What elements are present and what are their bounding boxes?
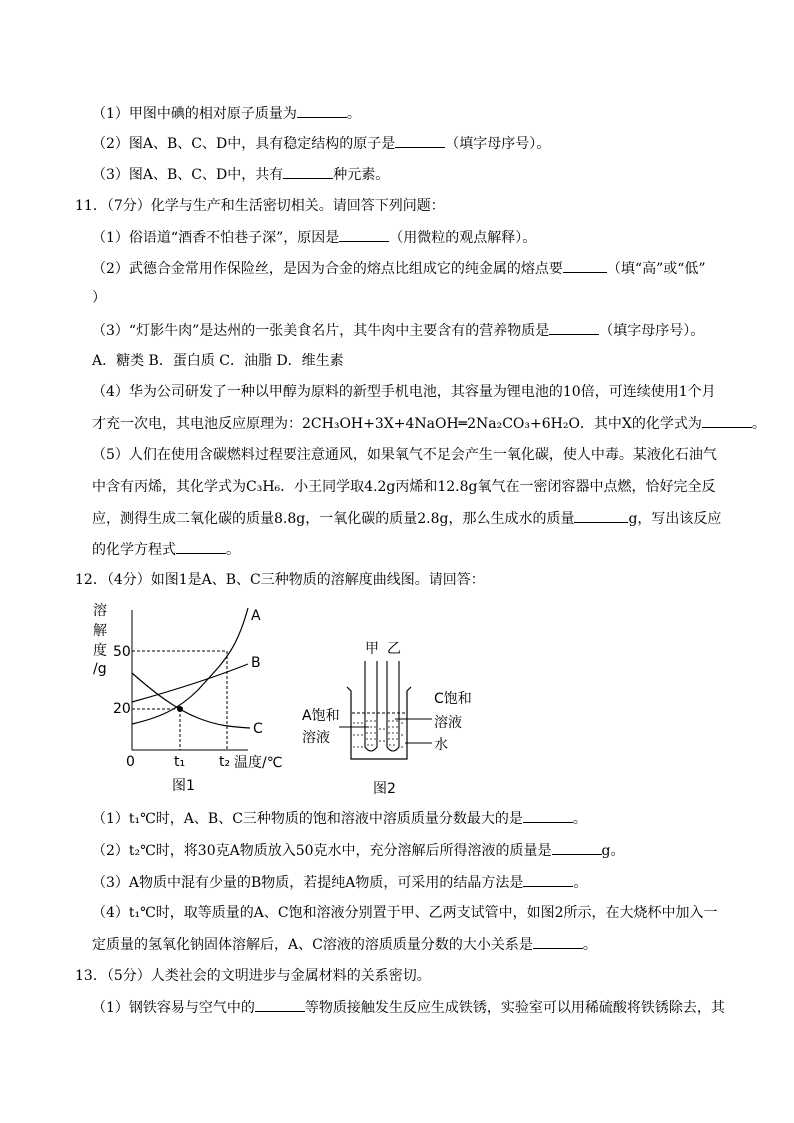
curve-a — [132, 608, 248, 724]
x-axis-label: 温度/℃ — [234, 755, 283, 771]
answer-blank — [574, 508, 628, 523]
answer-blank — [702, 413, 752, 428]
answer-blank — [283, 164, 333, 179]
curve-label-a: A — [251, 608, 261, 624]
ylabel-char-4: /g — [93, 661, 107, 677]
test-tube-jia — [365, 661, 377, 751]
left-label-1: A饱和 — [302, 708, 340, 724]
test-tube-yi — [387, 661, 399, 751]
solution-hatching — [353, 721, 405, 747]
q12-part4-line1: （4）t₁℃时，取等质量的A、C饱和溶液分别置于甲、乙两支试管中，如图2所示，在大烧杯中加入一 — [92, 905, 718, 921]
solubility-chart — [88, 600, 298, 800]
y-tick-20: 20 — [113, 701, 131, 717]
q11-part5-line1: （5）人们在使用含碳燃料过程要注意通风，如果氧气不足会产生一氧化碳，使人中毒。某液化石油气 — [92, 447, 717, 463]
tube-label-jia: 甲 — [365, 641, 379, 657]
tube-label-yi: 乙 — [387, 641, 401, 657]
q12-part4-line2: 定质量的氢氧化钠固体溶解后，A、C溶液的溶质质量分数的大小关系是 。 — [92, 934, 597, 955]
answer-blank — [339, 227, 389, 242]
curve-b — [132, 664, 248, 702]
q11-part2-cont: ） — [92, 290, 106, 306]
q11-part4-line1: （4）华为公司研发了一种以甲醇为原料的新型手机电池，其容量为锂电池的10倍，可连续使用1个月 — [92, 384, 716, 400]
ylabel-char-3: 度 — [93, 643, 107, 659]
q11-part4-line2: 才充一次电，其电池反应原理为：2CH₃OH+3X+4NaOH═2Na₂CO₃+6H₂O．其中X的化学式为 。 — [92, 413, 766, 434]
q11-heading: 11．（7分）化学与生产和生活密切相关。请回答下列问题： — [75, 198, 445, 214]
x-tick-t1: t₁ — [174, 754, 186, 770]
answer-blank — [549, 320, 599, 335]
answer-blank — [552, 840, 602, 855]
ylabel-char-1: 溶 — [93, 603, 107, 619]
q11-part3: （3）“灯影牛肉”是达州的一张美食名片，其牛肉中主要含有的营养物质是 （填字母序号）。 — [92, 320, 704, 341]
q13-heading: 13．（5分）人类社会的文明进步与金属材料的关系密切。 — [75, 968, 431, 984]
x-origin-label: 0 — [126, 754, 135, 770]
q11-part5-line3: 应，测得生成二氧化碳的质量8.8g，一氧化碳的质量2.8g，那么生成水的质量 g，写出该反应 — [92, 508, 721, 529]
fig2-caption: 图2 — [373, 781, 396, 797]
q12-heading: 12．（4分）如图1是A、B、C三种物质的溶解度曲线图。请回答： — [75, 572, 485, 588]
right-label-1: C饱和 — [434, 691, 472, 707]
right-label-2: 溶液 — [434, 715, 462, 731]
q11-part5-line4: 的化学方程式 。 — [92, 539, 240, 560]
x-tick-t2: t₂ — [219, 754, 231, 770]
q12-part2: （2）t₂℃时，将30克A物质放入50克水中，充分溶解后所得溶液的质量是 g。 — [92, 840, 625, 861]
q10-part2: （2）图A、B、C、D中，具有稳定结构的原子是 （填字母序号）。 — [92, 133, 550, 154]
y-tick-50: 50 — [113, 644, 131, 660]
answer-blank — [523, 808, 573, 823]
q10-part1: （1）甲图中碘的相对原子质量为 。 — [92, 103, 361, 124]
answer-blank — [297, 103, 347, 118]
q13-part1: （1）钢铁容易与空气中的 等物质接触发生反应生成铁锈，实验室可以用稀硫酸将铁锈除去，其 — [92, 997, 725, 1018]
beaker-figure — [295, 635, 495, 800]
answer-blank — [395, 133, 445, 148]
q11-part2: （2）武德合金常用作保险丝，是因为合金的熔点比组成它的纯金属的熔点要 （填“高”或“低” — [92, 258, 706, 279]
q12-part3: （3）A物质中混有少量的B物质，若提纯A物质，可采用的结晶方法是 。 — [92, 872, 587, 893]
q11-part1: （1）俗语道“酒香不怕巷子深”，原因是 （用微粒的观点解释）。 — [92, 227, 536, 248]
curve-label-c: C — [253, 721, 263, 737]
answer-blank — [255, 997, 305, 1012]
q11-part3-options: A．糖类 B．蛋白质 C．油脂 D．维生素 — [92, 353, 344, 369]
q12-part1: （1）t₁℃时，A、B、C三种物质的饱和溶液中溶质质量分数最大的是 。 — [92, 808, 587, 829]
water-label: 水 — [434, 737, 448, 753]
answer-blank — [176, 539, 226, 554]
curve-label-b: B — [251, 655, 261, 671]
answer-blank — [563, 258, 607, 273]
left-label-2: 溶液 — [302, 730, 330, 746]
answer-blank — [523, 872, 573, 887]
answer-blank — [533, 934, 583, 949]
q11-part5-line2: 中含有丙烯，其化学式为C₃H₆．小王同学取4.2g丙烯和12.8g氧气在一密闭容器中点燃，恰好完全反 — [92, 479, 716, 495]
ylabel-char-2: 解 — [93, 623, 107, 639]
fig1-caption: 图1 — [172, 778, 195, 794]
intersection-point — [177, 706, 183, 712]
q10-part3: （3）图A、B、C、D中，共有 种元素。 — [92, 164, 389, 185]
